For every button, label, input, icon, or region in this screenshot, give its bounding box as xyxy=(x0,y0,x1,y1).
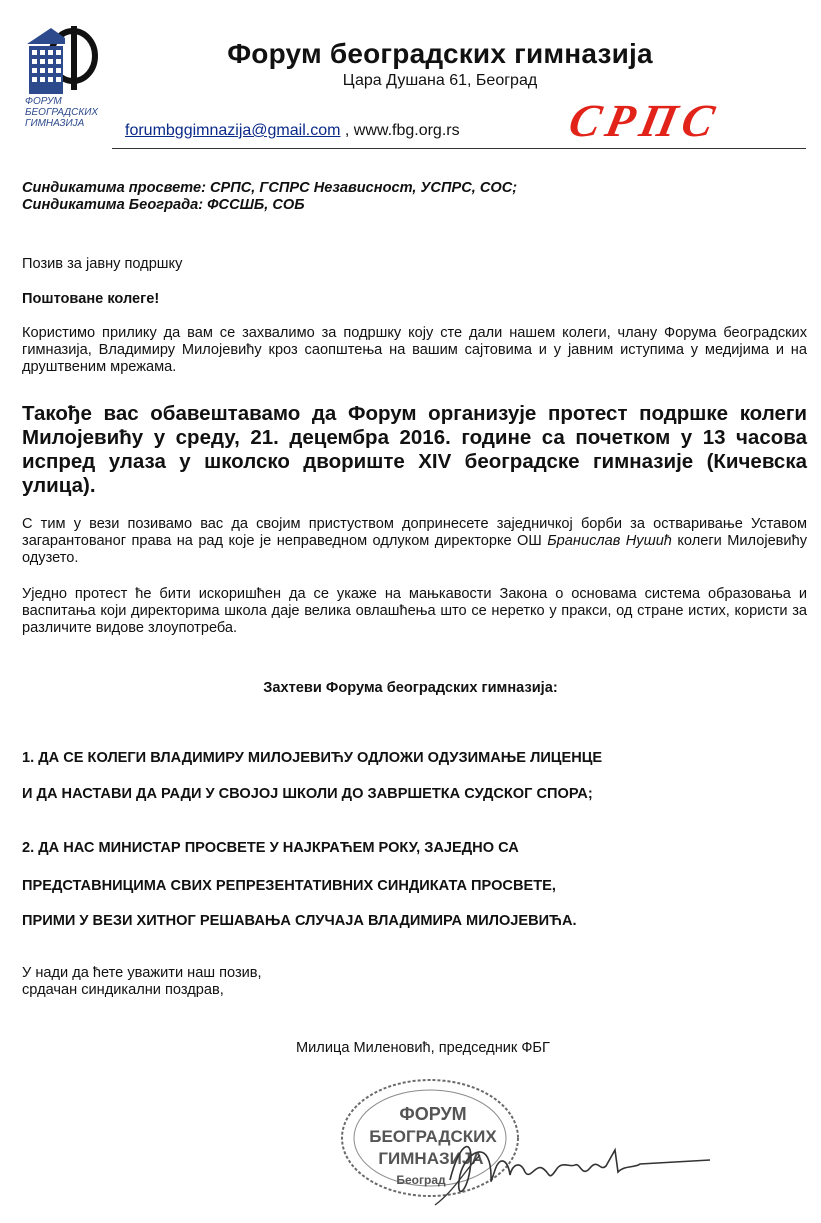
header-divider xyxy=(112,148,806,149)
paragraph-law: Уједно протест ће бити искоришћен да се укаже на мањкавости Закона о основама система образовања и васпитања који директорима школа даје велика овлашћења што се неретко у пракси, од стране истих, користи за различите видове злоупотреба. xyxy=(22,586,807,636)
recipient-line: Синдикатима просвете: СРПС, ГСПРС Независност, УСПРС, СОС; xyxy=(22,180,518,196)
demand-line: 2. ДА НАС МИНИСТАР ПРОСВЕТЕ У НАЈКРАЋЕМ РОКУ, ЗАЈЕДНО СА xyxy=(22,840,519,856)
paragraph-invitation xyxy=(22,516,807,567)
stamp-text: Београд xyxy=(396,1173,446,1187)
srps-logo: СРПС xyxy=(564,95,725,146)
contact-line xyxy=(125,122,460,140)
closing-line: срдачан синдикални поздрав, xyxy=(22,982,224,998)
signatory: Милица Миленовић, председник ФБГ xyxy=(296,1040,550,1056)
organization-title: Форум београдских гимназија xyxy=(227,38,653,69)
building-icon xyxy=(25,22,105,94)
school-name: Бранислав Нушић xyxy=(547,533,672,549)
recipients xyxy=(22,180,807,214)
logo-line: ГИМНАЗИЈА xyxy=(25,118,85,129)
logo-line: БЕОГРАДСКИХ xyxy=(25,107,99,118)
paragraph-thanks: Користимо прилику да вам се захвалимо за подршку коју сте дали нашем колеги, члану Форума београдских гимназија, Владимиру Милојевићу кроз саопштења на вашим сајтовима и у јавним иступима у медијима и на друштвеним мрежама. xyxy=(22,325,807,375)
paragraph-text: колеги Милојевићу одузето. xyxy=(22,533,807,566)
demand-line: И ДА НАСТАВИ ДА РАДИ У СВОЈОЈ ШКОЛИ ДО ЗАВРШЕТКА СУДСКОГ СПОРА; xyxy=(22,786,593,802)
paragraph-text: С тим у вези позивамо вас да својим пристуством допринесете заједничкој борби за остваривање Уставом загарантованог права на рад које је неправедном одлуком директорке ОШ xyxy=(22,516,807,549)
logo-line: ФОРУМ xyxy=(25,96,62,107)
stamp-text: ФОРУМ xyxy=(399,1104,467,1124)
fbg-logo xyxy=(25,22,105,140)
stamp-text: ГИМНАЗИЈА xyxy=(378,1149,484,1168)
invitation-subject: Позив за јавну подршку xyxy=(22,256,183,272)
organization-address: Цара Душана 61, Београд xyxy=(342,72,538,89)
email-link[interactable]: forumbggimnazija@gmail.com xyxy=(125,122,341,139)
demand-line: ПРИМИ У ВЕЗИ ХИТНОГ РЕШАВАЊА СЛУЧАЈА ВЛАДИМИРА МИЛОЈЕВИЋА. xyxy=(22,913,577,929)
closing-line: У нади да ћете уважити наш позив, xyxy=(22,965,262,981)
protest-announcement: Такође вас обавештавамо да Форум организује протест подршке колеги Милојевићу у среду, 21. децембра 2016. године са почетком у 13 часова испред улаза у школско двориште XIV београдске гимназије (Кичевска улица). xyxy=(22,402,807,497)
logo-caption xyxy=(25,96,105,129)
recipient-line: Синдикатима Београда: ФССШБ, СОБ xyxy=(22,197,305,213)
demand-line: 1. ДА СЕ КОЛЕГИ ВЛАДИМИРУ МИЛОЈЕВИЋУ ОДЛОЖИ ОДУЗИМАЊЕ ЛИЦЕНЦЕ xyxy=(22,750,603,766)
contact-separator: , xyxy=(340,122,354,139)
demand-line: ПРЕДСТАВНИЦИМА СВИХ РЕПРЕЗЕНТАТИВНИХ СИНДИКАТА ПРОСВЕТЕ, xyxy=(22,878,556,894)
stamp-text: БЕОГРАДСКИХ xyxy=(369,1127,497,1146)
closing xyxy=(22,965,807,999)
greeting: Поштоване колеге! xyxy=(22,291,160,307)
website-link[interactable]: www.fbg.org.rs xyxy=(353,122,460,139)
demands-title: Захтеви Форума београдских гимназија: xyxy=(263,680,558,696)
signature-icon xyxy=(430,1120,730,1210)
